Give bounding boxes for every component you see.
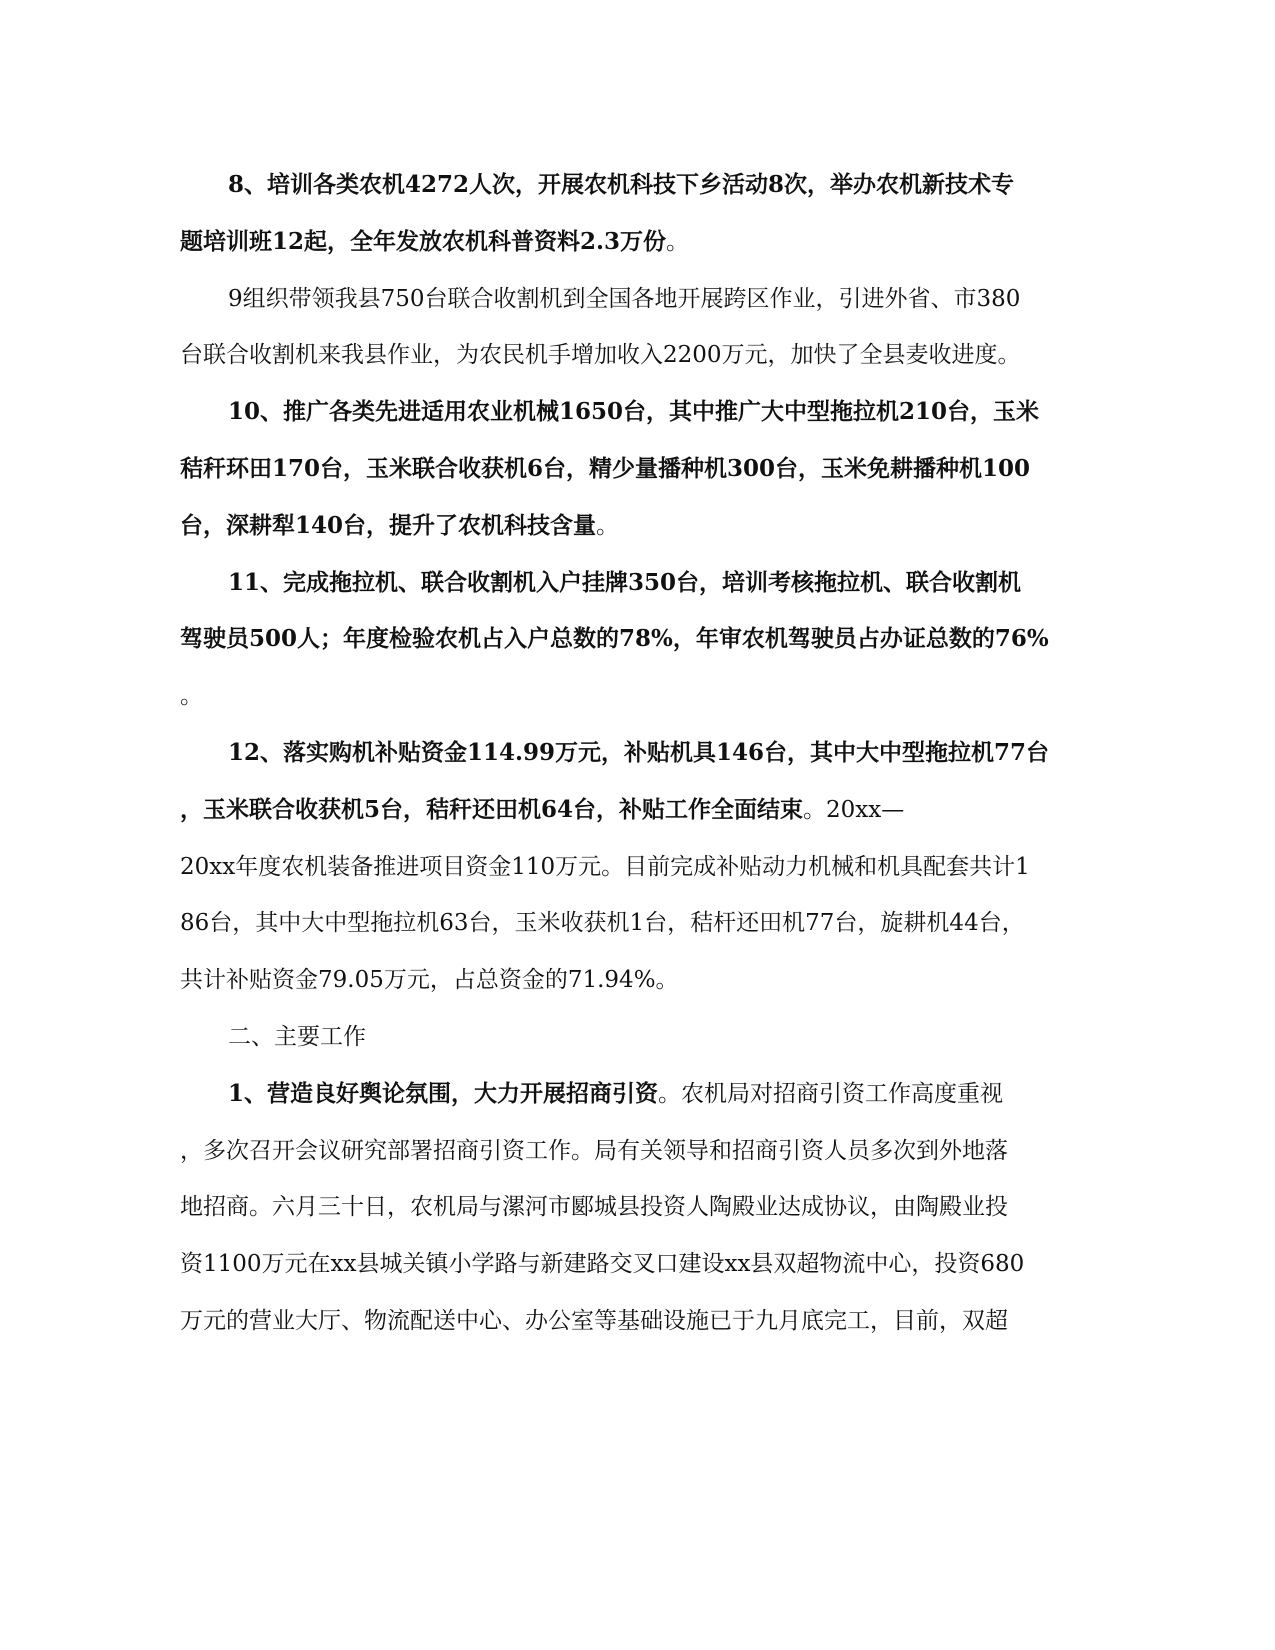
text-line <box>180 952 1040 1009</box>
normal-text: 86台，其中大中型拖拉机63台，玉米收获机1台，秸杆还田机77台，旋耕机44台， <box>180 910 1025 937</box>
text-line <box>180 1066 1040 1123</box>
normal-text: 。20xx— <box>803 796 905 823</box>
normal-text: 地招商。六月三十日，农机局与漯河市郾城县投资人陶殿业达成协议，由陶殿业投 <box>180 1194 1008 1221</box>
text-line <box>180 895 1040 952</box>
normal-text: 20xx年度农机装备推进项目资金110万元。目前完成补贴动力机械和机具配套共计1 <box>180 853 1030 880</box>
normal-text: 万元的营业大厅、物流配送中心、办公室等基础设施已于九月底完工，目前，双超 <box>180 1307 1008 1334</box>
bold-text: 11、完成拖拉机、联合收割机入户挂牌350台，培训考核拖拉机、联合收割机 <box>228 568 1022 596</box>
bold-text: 驾驶员500人；年度检验农机占入户总数的78%，年审农机驾驶员占办证总数的76% <box>180 625 1049 653</box>
bold-text: 题培训班12起，全年发放农机科普资料2.3万份 <box>180 227 667 255</box>
text-line <box>180 725 1050 782</box>
text-line <box>180 441 1040 498</box>
text-line <box>180 327 1040 384</box>
text-line <box>180 839 1040 896</box>
text-line <box>180 1236 1040 1293</box>
bold-text: 秸秆环田170台，玉米联合收获机6台，精少量播种机300台，玉米免耕播种机100 <box>180 454 1031 482</box>
text-line <box>180 1179 1040 1236</box>
text-line <box>180 555 1040 612</box>
text-line <box>180 498 1040 555</box>
normal-text: 台联合收割机来我县作业，为农民机手增加收入2200万元，加快了全县麦收进度。 <box>180 342 1021 369</box>
text-line <box>180 157 1040 214</box>
normal-text: 。 <box>666 228 690 255</box>
text-line <box>180 271 1040 328</box>
bold-text: 台，深耕犁140台，提升了农机科技含量 <box>180 511 597 539</box>
text-line <box>180 611 1049 668</box>
document-page <box>180 157 1050 1350</box>
bold-text: 12、落实购机补贴资金114.99万元，补贴机具146台，其中大中型拖拉机77台 <box>228 738 1050 766</box>
normal-text: 资1100万元在xx县城关镇小学路与新建路交叉口建设xx县双超物流中心，投资680 <box>180 1251 1025 1278</box>
bold-text: 8、培训各类农机4272人次，开展农机科技下乡活动8次，举办农机新技术专 <box>228 171 1015 198</box>
normal-text: 9组织带领我县750台联合收割机到全国各地开展跨区作业，引进外省、市380 <box>228 285 1021 312</box>
bold-text: 1、营造良好舆论氛围，大力开展招商引资 <box>228 1079 659 1107</box>
normal-text: 。 <box>180 683 203 710</box>
normal-text: 共计补贴资金79.05万元，占总资金的71.94%。 <box>180 967 679 994</box>
bold-text: ，玉米联合收获机5台，秸秆还田机64台，补贴工作全面结束 <box>180 795 804 823</box>
text-line <box>180 384 1040 441</box>
text-line <box>180 214 1040 271</box>
text-line <box>180 782 1040 839</box>
normal-text: 。 <box>596 512 620 539</box>
text-line <box>180 1293 1040 1350</box>
normal-text: 二、主要工作 <box>228 1023 366 1050</box>
normal-text: 。农机局对招商引资工作高度重视 <box>658 1080 1004 1107</box>
text-line <box>180 668 1040 725</box>
text-line <box>180 1123 1040 1180</box>
text-line <box>180 1009 1040 1066</box>
normal-text: ，多次召开会议研究部署招商引资工作。局有关领导和招商引资人员多次到外地落 <box>180 1137 1008 1164</box>
bold-text: 10、推广各类先进适用农业机械1650台，其中推广大中型拖拉机210台，玉米 <box>228 398 1040 426</box>
